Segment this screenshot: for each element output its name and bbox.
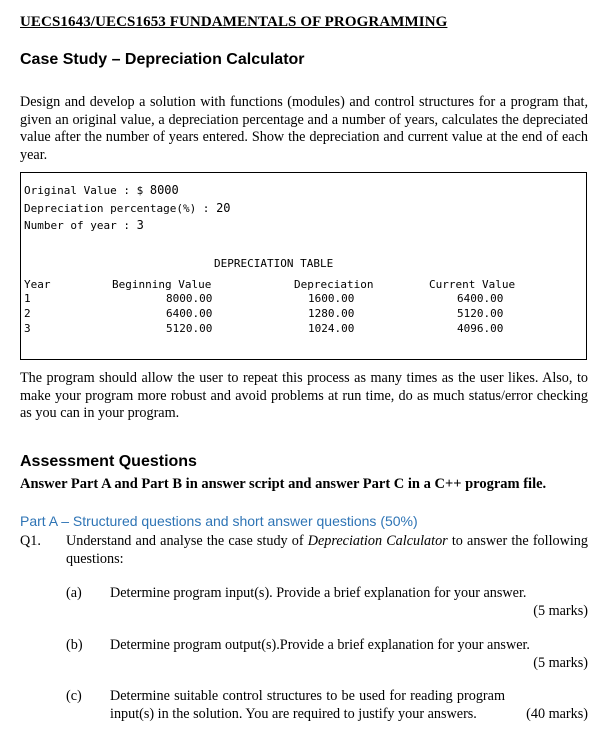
subquestion-marks: (5 marks) xyxy=(533,603,588,619)
console-output-box xyxy=(20,172,587,360)
subquestion-label: (a) xyxy=(66,585,82,601)
years-value: 3 xyxy=(136,218,144,232)
subquestion-label: (c) xyxy=(66,688,82,704)
subquestion-text: Determine program output(s).Provide a brief explanation for your answer. xyxy=(110,637,530,653)
question-text-end: to answer the following questions: xyxy=(66,533,588,567)
column-header-depreciation: Depreciation xyxy=(294,278,374,291)
question-text xyxy=(66,533,588,568)
table-cell: 1600.00 xyxy=(308,292,355,305)
column-header-current-value: Current Value xyxy=(429,278,516,291)
case-study-title: Case Study – Depreciation Calculator xyxy=(20,51,305,68)
original-value: 8000 xyxy=(149,183,179,197)
table-cell: 6400.00 xyxy=(457,292,504,305)
percentage-label: Depreciation percentage(%) : xyxy=(24,202,217,215)
subquestion-marks: (40 marks) xyxy=(526,706,588,722)
question-number: Q1. xyxy=(20,533,41,549)
subquestion-marks: (5 marks) xyxy=(533,655,588,671)
percentage-value: 20 xyxy=(216,201,231,215)
requirements-paragraph: The program should allow the user to repeat this process as many times as the user likes. Also, to make your program more robust and avoid problems at run time, do as much status/error checking as you can in your program. xyxy=(20,370,588,421)
question-text-italic: Depreciation Calculator xyxy=(307,533,448,549)
table-cell: 6400.00 xyxy=(166,307,213,320)
table-cell: 8000.00 xyxy=(166,292,213,305)
assessment-instruction: Answer Part A and Part B in answer script and answer Part C in a C++ program file. xyxy=(20,476,547,492)
subquestion-text: Determine program input(s). Provide a brief explanation for your answer. xyxy=(110,585,527,601)
table-cell: 5120.00 xyxy=(166,322,213,335)
table-cell: 2 xyxy=(24,307,31,320)
column-header-year: Year xyxy=(24,278,51,291)
table-cell: 4096.00 xyxy=(457,322,504,335)
intro-paragraph: Design and develop a solution with functions (modules) and control structures for a program that, given an original value, a depreciation percentage and a number of years, calculates the depreciated value after the number of years entered. Show the depreciation and current value at the end of each year. xyxy=(20,94,588,163)
percentage-line xyxy=(24,201,231,215)
original-value-line xyxy=(24,183,179,197)
table-title: DEPRECIATION TABLE xyxy=(214,257,334,270)
part-a-heading: Part A – Structured questions and short answer questions (50%) xyxy=(20,513,418,529)
question-text-start: Understand and analyse the case study of xyxy=(66,533,308,549)
course-header: UECS1643/UECS1653 FUNDAMENTALS OF PROGRAMMING xyxy=(20,14,448,30)
years-line xyxy=(24,218,144,232)
table-cell: 1280.00 xyxy=(308,307,355,320)
original-value-label: Original Value : $ xyxy=(24,184,150,197)
years-label: Number of year : xyxy=(24,219,137,232)
table-cell: 1 xyxy=(24,292,31,305)
table-cell: 5120.00 xyxy=(457,307,504,320)
assessment-heading: Assessment Questions xyxy=(20,453,197,470)
table-cell: 3 xyxy=(24,322,31,335)
table-cell: 1024.00 xyxy=(308,322,355,335)
subquestion-text: Determine suitable control structures to be used for reading program input(s) in the solution. You are required to justify your answers. xyxy=(110,688,505,722)
subquestion-label: (b) xyxy=(66,637,83,653)
column-header-beginning-value: Beginning Value xyxy=(112,278,212,291)
